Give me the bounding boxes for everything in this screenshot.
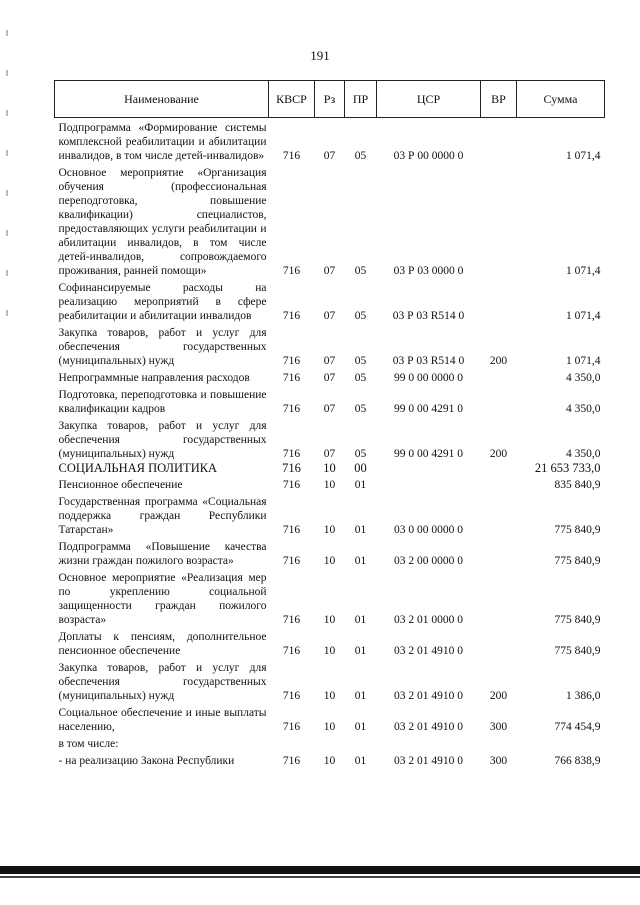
row-rz: 10 — [323, 721, 336, 733]
row-vr — [481, 492, 517, 537]
row-rz: 10 — [323, 645, 336, 657]
row-csr — [377, 461, 481, 475]
row-vr — [481, 627, 517, 658]
table-row — [55, 537, 605, 568]
row-rz: 07 — [323, 150, 336, 162]
row-csr: 03 2 01 4910 0 — [394, 645, 463, 657]
table-row — [55, 734, 605, 751]
row-name-text: Закупка товаров, работ и услуг для обеспечения государственных (муниципальных) нужд — [58, 662, 267, 702]
row-kvsr: 716 — [282, 690, 301, 702]
table-row — [55, 385, 605, 416]
table-header-row — [55, 81, 605, 118]
table-row — [55, 703, 605, 734]
row-kvsr: 716 — [282, 645, 301, 657]
row-pr: 01 — [354, 614, 367, 626]
row-pr: 05 — [354, 265, 367, 277]
row-vr — [481, 568, 517, 627]
row-sum: 766 838,9 — [554, 755, 601, 767]
row-name-text: Основное мероприятие «Реализация мер по укреплению социальной защищенности граждан пожилого возраста» — [58, 572, 267, 626]
row-sum: 21 653 733,0 — [534, 461, 601, 475]
row-rz: 10 — [323, 755, 336, 767]
row-rz: 07 — [323, 265, 336, 277]
row-csr: 99 0 00 0000 0 — [394, 372, 463, 384]
row-vr — [481, 734, 517, 751]
table-row — [55, 278, 605, 323]
row-vr: 300 — [489, 721, 508, 733]
row-name-text: Основное мероприятие «Организация обучения (профессиональная переподготовка, повышение квалификации) специалистов, предоставляющих услуги реабилитации и абилитации инвалидов, в том числе детей-инвалидов, сопровождаемого проживания, ранней помощи» — [58, 167, 267, 277]
row-pr: 01 — [354, 690, 367, 702]
row-pr: 01 — [354, 555, 367, 567]
row-kvsr: 716 — [282, 448, 301, 460]
row-name-text: Непрограммные направления расходов — [58, 372, 250, 384]
row-rz: 10 — [323, 614, 336, 626]
row-name — [55, 368, 269, 385]
row-kvsr — [269, 734, 315, 751]
row-name — [55, 475, 269, 492]
row-vr: 200 — [489, 690, 508, 702]
row-csr: 03 Р 00 0000 0 — [393, 150, 464, 162]
row-rz: 07 — [323, 403, 336, 415]
row-sum — [517, 734, 605, 751]
row-rz: 10 — [323, 479, 336, 491]
row-name — [55, 278, 269, 323]
row-vr — [481, 537, 517, 568]
table-row — [55, 627, 605, 658]
row-pr: 01 — [354, 479, 367, 491]
table-row — [55, 568, 605, 627]
row-sum: 1 071,4 — [566, 310, 601, 322]
row-name-text: Закупка товаров, работ и услуг для обеспечения государственных (муниципальных) нужд — [58, 327, 267, 367]
row-rz: 07 — [323, 448, 336, 460]
row-name-text: Государственная программа «Социальная поддержка граждан Республики Татарстан» — [58, 496, 267, 536]
row-name-text: Социальное обеспечение и иные выплаты населению, — [58, 707, 267, 733]
row-kvsr: 716 — [282, 461, 301, 475]
row-pr: 05 — [354, 150, 367, 162]
row-kvsr: 716 — [282, 524, 301, 536]
row-vr — [481, 385, 517, 416]
row-kvsr: 716 — [282, 150, 301, 162]
row-rz: 07 — [323, 372, 336, 384]
row-pr: 01 — [354, 524, 367, 536]
page-number: 191 — [310, 48, 330, 63]
row-sum: 4 350,0 — [566, 448, 601, 460]
row-vr — [481, 163, 517, 278]
row-kvsr: 716 — [282, 403, 301, 415]
row-pr: 00 — [354, 461, 367, 475]
row-kvsr: 716 — [282, 479, 301, 491]
row-name-text: в том числе: — [58, 738, 119, 750]
row-name-text: Подготовка, переподготовка и повышение квалификации кадров — [58, 389, 267, 415]
row-vr: 200 — [489, 448, 508, 460]
row-csr: 03 Р 03 0000 0 — [393, 265, 464, 277]
row-sum: 775 840,9 — [554, 614, 601, 626]
row-pr: 01 — [354, 755, 367, 767]
table-row — [55, 751, 605, 768]
row-name-text: Доплаты к пенсиям, дополнительное пенсионное обеспечение — [58, 631, 267, 657]
table-row — [55, 368, 605, 385]
table-row — [55, 461, 605, 475]
row-csr: 03 Р 03 R514 0 — [392, 355, 465, 367]
row-rz — [315, 734, 345, 751]
row-name — [55, 163, 269, 278]
row-kvsr: 716 — [282, 355, 301, 367]
row-pr: 05 — [354, 355, 367, 367]
row-name — [55, 416, 269, 461]
row-pr — [345, 734, 377, 751]
row-pr: 05 — [354, 372, 367, 384]
row-name — [55, 751, 269, 768]
header-rz: Рз — [315, 81, 345, 118]
row-pr: 05 — [354, 310, 367, 322]
row-name — [55, 118, 269, 164]
row-name-text: Подпрограмма «Формирование системы комплексной реабилитации и абилитации инвалидов, в том числе детей-инвалидов» — [58, 122, 267, 162]
row-name-text: - на реализацию Закона Республики — [58, 755, 235, 767]
row-name — [55, 323, 269, 368]
row-csr: 03 2 01 0000 0 — [394, 614, 463, 626]
table-row — [55, 416, 605, 461]
table-row — [55, 163, 605, 278]
row-name — [55, 492, 269, 537]
row-pr: 01 — [354, 721, 367, 733]
row-name — [55, 537, 269, 568]
row-csr: 03 2 01 4910 0 — [394, 721, 463, 733]
row-rz: 07 — [323, 310, 336, 322]
scan-bottom-border-thin — [0, 876, 640, 878]
budget-table — [54, 80, 604, 768]
row-csr: 03 2 00 0000 0 — [394, 555, 463, 567]
row-sum: 4 350,0 — [566, 372, 601, 384]
row-csr — [377, 475, 481, 492]
row-csr: 03 2 01 4910 0 — [394, 755, 463, 767]
row-sum: 775 840,9 — [554, 645, 601, 657]
header-sum: Сумма — [517, 81, 605, 118]
row-name — [55, 385, 269, 416]
row-sum: 774 454,9 — [554, 721, 601, 733]
table-row — [55, 658, 605, 703]
row-name-text: Пенсионное обеспечение — [58, 479, 183, 491]
row-vr: 300 — [489, 755, 508, 767]
row-vr — [481, 461, 517, 475]
row-vr — [481, 278, 517, 323]
row-csr: 03 2 01 4910 0 — [394, 690, 463, 702]
header-vr: ВР — [481, 81, 517, 118]
row-csr: 99 0 00 4291 0 — [394, 403, 463, 415]
row-kvsr: 716 — [282, 755, 301, 767]
row-name-text: Закупка товаров, работ и услуг для обеспечения государственных (муниципальных) нужд — [58, 420, 267, 460]
row-sum: 4 350,0 — [566, 403, 601, 415]
table-row — [55, 323, 605, 368]
table-row — [55, 492, 605, 537]
header-name: Наименование — [55, 81, 269, 118]
row-pr: 01 — [354, 645, 367, 657]
row-sum: 1 386,0 — [566, 690, 601, 702]
row-kvsr: 716 — [282, 372, 301, 384]
row-name — [55, 658, 269, 703]
row-csr: 03 Р 03 R514 0 — [392, 310, 465, 322]
row-vr — [481, 368, 517, 385]
row-csr: 99 0 00 4291 0 — [394, 448, 463, 460]
row-sum: 1 071,4 — [566, 355, 601, 367]
row-sum: 1 071,4 — [566, 150, 601, 162]
scan-margin-marks — [6, 30, 8, 330]
row-vr — [481, 118, 517, 164]
row-rz: 10 — [323, 555, 336, 567]
row-kvsr: 716 — [282, 555, 301, 567]
row-rz: 07 — [323, 355, 336, 367]
row-name-text: Софинансируемые расходы на реализацию мероприятий в сфере реабилитации и абилитации инвалидов — [58, 282, 267, 322]
row-kvsr: 716 — [282, 310, 301, 322]
row-rz: 10 — [323, 690, 336, 702]
row-name-text: Подпрограмма «Повышение качества жизни граждан пожилого возраста» — [58, 541, 267, 567]
row-sum: 1 071,4 — [566, 265, 601, 277]
row-sum: 835 840,9 — [554, 479, 601, 491]
row-kvsr: 716 — [282, 614, 301, 626]
row-name-text: СОЦИАЛЬНАЯ ПОЛИТИКА — [58, 461, 218, 475]
row-sum: 775 840,9 — [554, 555, 601, 567]
row-vr: 200 — [489, 355, 508, 367]
row-pr: 05 — [354, 448, 367, 460]
row-rz: 10 — [323, 461, 336, 475]
row-vr — [481, 475, 517, 492]
row-csr — [377, 734, 481, 751]
row-kvsr: 716 — [282, 721, 301, 733]
header-pr: ПР — [345, 81, 377, 118]
scan-bottom-border — [0, 866, 640, 874]
row-name — [55, 461, 269, 475]
table-row — [55, 118, 605, 164]
row-kvsr: 716 — [282, 265, 301, 277]
header-kvsr: КВСР — [269, 81, 315, 118]
row-name — [55, 627, 269, 658]
row-csr: 03 0 00 0000 0 — [394, 524, 463, 536]
row-sum: 775 840,9 — [554, 524, 601, 536]
row-name — [55, 734, 269, 751]
table-row — [55, 475, 605, 492]
row-pr: 05 — [354, 403, 367, 415]
header-csr: ЦСР — [377, 81, 481, 118]
row-rz: 10 — [323, 524, 336, 536]
row-name — [55, 703, 269, 734]
row-name — [55, 568, 269, 627]
